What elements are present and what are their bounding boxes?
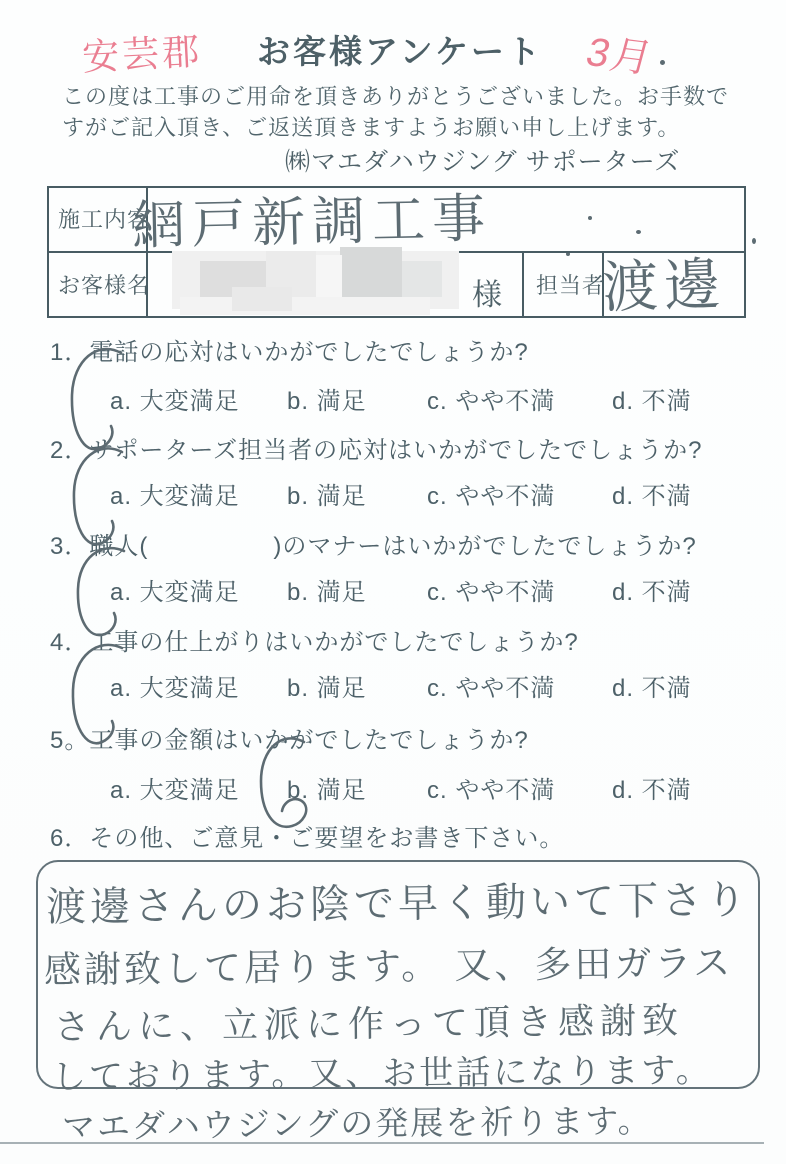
comment-line-4: しております。又、お世話になります。	[51, 1051, 713, 1097]
construction-content-label: 施工内容	[58, 207, 151, 232]
staff-name-handwritten: 渡邊	[601, 251, 728, 320]
intro-text-line2: すがご記入頂き、ご返送頂きますようお願い申し上げます。	[62, 115, 681, 140]
question-1-label: 1．電話の応対はいかがでしたでしょうか?	[50, 339, 529, 366]
question-5-option-a: a. 大変満足	[110, 777, 240, 804]
question-5-option-d: d. 不満	[612, 777, 692, 804]
question-3-option-b: b. 満足	[287, 579, 367, 606]
intro-text-line1: この度は工事のご用命を頂きありがとうございました。お手数で	[62, 84, 730, 109]
question-2-option-a: a. 大変満足	[110, 483, 240, 510]
question-3-option-d: d. 不満	[612, 579, 692, 606]
construction-content-value-handwritten: 網戸新調工事	[131, 189, 493, 256]
comment-line-1: 渡邊さんのお陰で早く動いて下さり	[45, 878, 751, 930]
question-5-option-c: c. やや不満	[427, 777, 556, 804]
table-divider	[522, 253, 524, 316]
customer-name-label: お客様名	[58, 273, 151, 298]
question-1-option-a: a. 大変満足	[110, 388, 240, 415]
staff-label: 担当者	[536, 273, 606, 298]
comment-line-3: さんに、立派に作って頂き感謝致	[53, 999, 685, 1048]
question-4-label: 4．工事の仕上がりはいかがでしたでしょうか?	[50, 629, 579, 656]
ink-speck	[660, 60, 665, 65]
comment-line-5: マエダハウジングの発展を祈ります。	[61, 1101, 653, 1146]
question-3-option-c: c. やや不満	[427, 579, 556, 606]
question-4-option-d: d. 不満	[612, 675, 692, 702]
question-3-option-a: a. 大変満足	[110, 579, 240, 606]
question-4-option-b: b. 満足	[287, 675, 367, 702]
question-3-label: 3．職人( )のマナーはいかがでしたでしょうか?	[50, 533, 697, 560]
question-1-option-b: b. 満足	[287, 388, 367, 415]
question-2-option-d: d. 不満	[612, 483, 692, 510]
question-2-label: 2．サポーターズ担当者の応対はいかがでしたでしょうか?	[50, 437, 703, 464]
page-title: お客様アンケート	[257, 33, 544, 70]
honorific-sama: 様	[472, 279, 502, 312]
region-label-handwritten: 安芸郡	[81, 30, 204, 79]
comment-line-2: 感謝致して居ります。 又、多田ガラス	[43, 942, 734, 991]
question-5-option-b: b. 満足	[287, 777, 367, 804]
month-label-handwritten: 3月	[581, 30, 659, 82]
company-name: ㈱マエダハウジング サポーターズ	[285, 148, 681, 176]
question-4-option-c: c. やや不満	[427, 675, 556, 702]
question-1-option-d: d. 不満	[612, 388, 692, 415]
question-1-option-c: c. やや不満	[427, 388, 556, 415]
question-6-label: 6．その他、ご意見・ご要望をお書き下さい。	[50, 825, 565, 852]
question-5-label: 5。工事の金額はいかがでしたでしょうか?	[50, 727, 529, 754]
question-2-option-c: c. やや不満	[427, 483, 556, 510]
ink-speck	[752, 238, 756, 244]
question-4-option-a: a. 大変満足	[110, 675, 240, 702]
question-2-option-b: b. 満足	[287, 483, 367, 510]
